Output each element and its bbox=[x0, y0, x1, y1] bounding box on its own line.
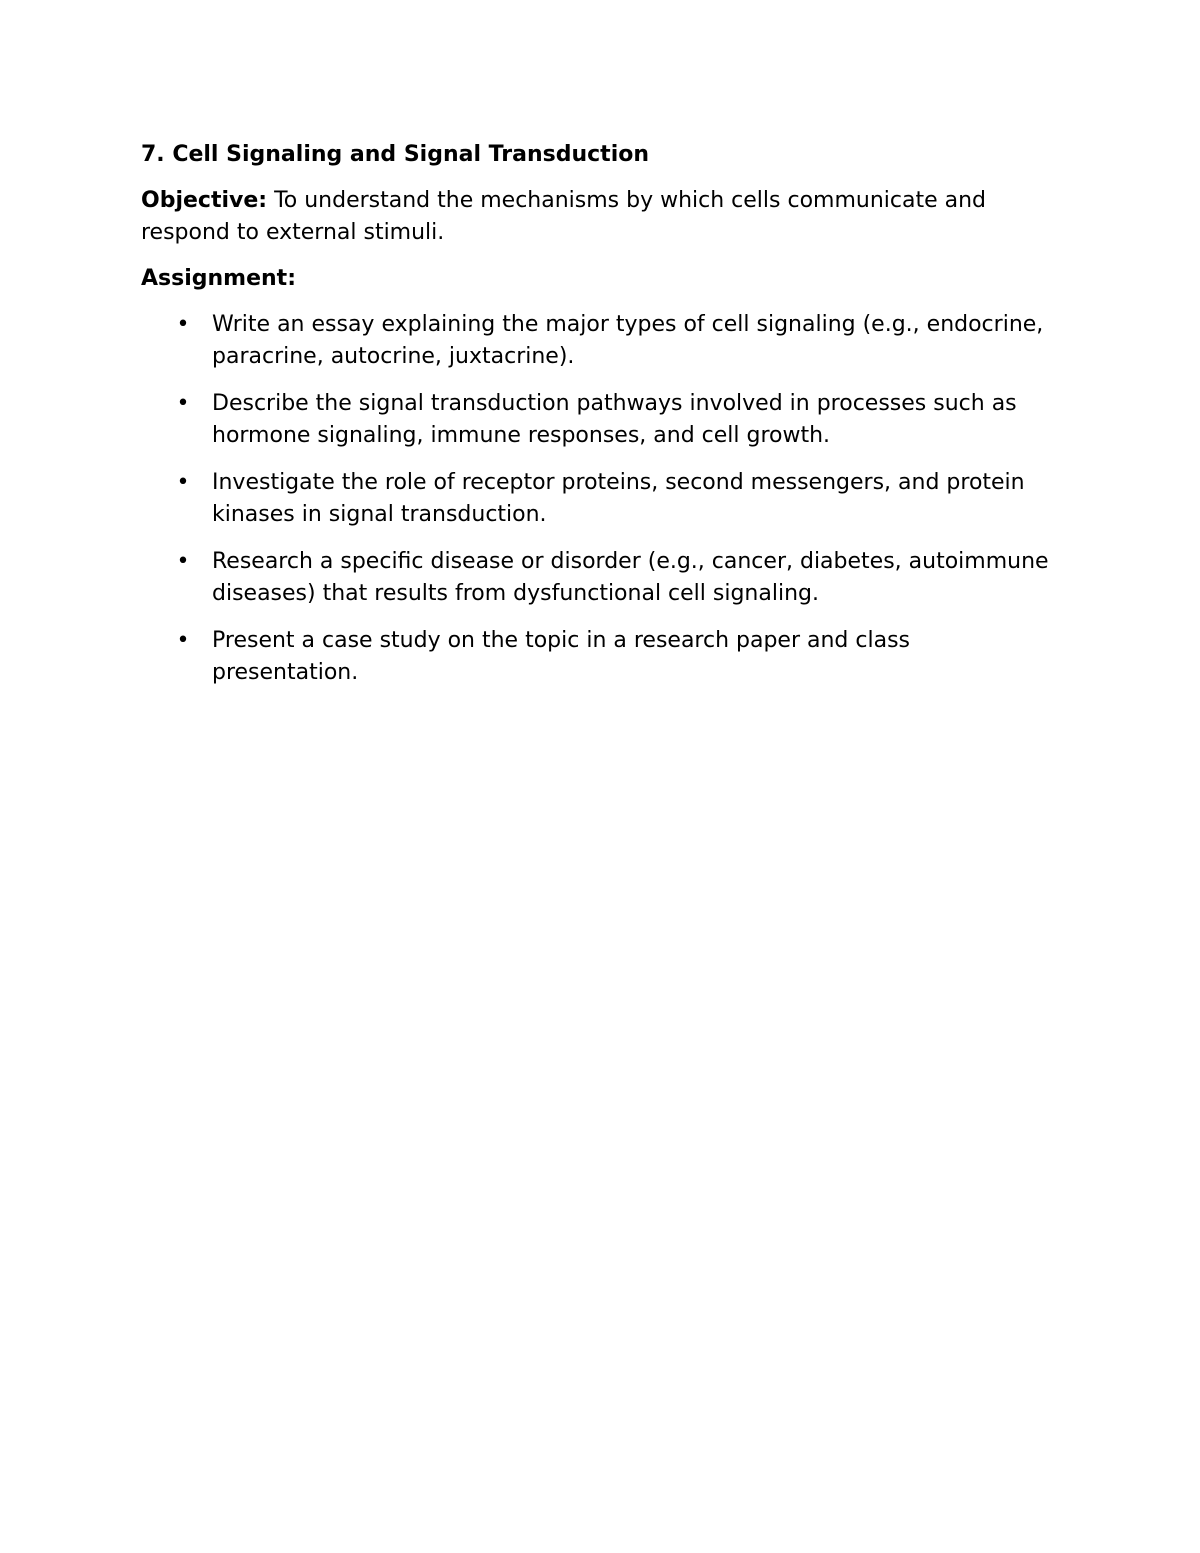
list-item bbox=[141, 388, 1061, 452]
objective-text: To understand the mechanisms by which cells communicate and respond to external stimuli. bbox=[141, 188, 987, 245]
objective-paragraph bbox=[141, 185, 1061, 249]
bullet-icon: • bbox=[176, 312, 190, 337]
list-item bbox=[141, 309, 1061, 373]
list-item bbox=[141, 467, 1061, 531]
bullet-icon: • bbox=[176, 470, 190, 495]
list-item-text: Investigate the role of receptor proteins, second messengers, and protein kinases in signal transduction. bbox=[212, 470, 1025, 527]
assignment-label: Assignment: bbox=[141, 266, 296, 291]
objective-label: Objective: bbox=[141, 188, 268, 213]
bullet-icon: • bbox=[176, 549, 190, 574]
bullet-icon: • bbox=[176, 628, 190, 653]
assignment-list bbox=[141, 309, 1061, 689]
list-item-text: Describe the signal transduction pathways involved in processes such as hormone signaling, immune responses, and cell growth. bbox=[212, 391, 1017, 448]
list-item-text: Research a specific disease or disorder (e.g., cancer, diabetes, autoimmune diseases) that results from dysfunctional cell signaling. bbox=[212, 549, 1049, 606]
document-content bbox=[141, 139, 1061, 704]
list-item bbox=[141, 625, 1061, 689]
list-item-text: Write an essay explaining the major types of cell signaling (e.g., endocrine, paracrine, autocrine, juxtacrine). bbox=[212, 312, 1044, 369]
list-item bbox=[141, 546, 1061, 610]
list-item-text: Present a case study on the topic in a research paper and class presentation. bbox=[212, 628, 911, 685]
bullet-icon: • bbox=[176, 391, 190, 416]
section-heading: 7. Cell Signaling and Signal Transduction bbox=[141, 142, 650, 167]
